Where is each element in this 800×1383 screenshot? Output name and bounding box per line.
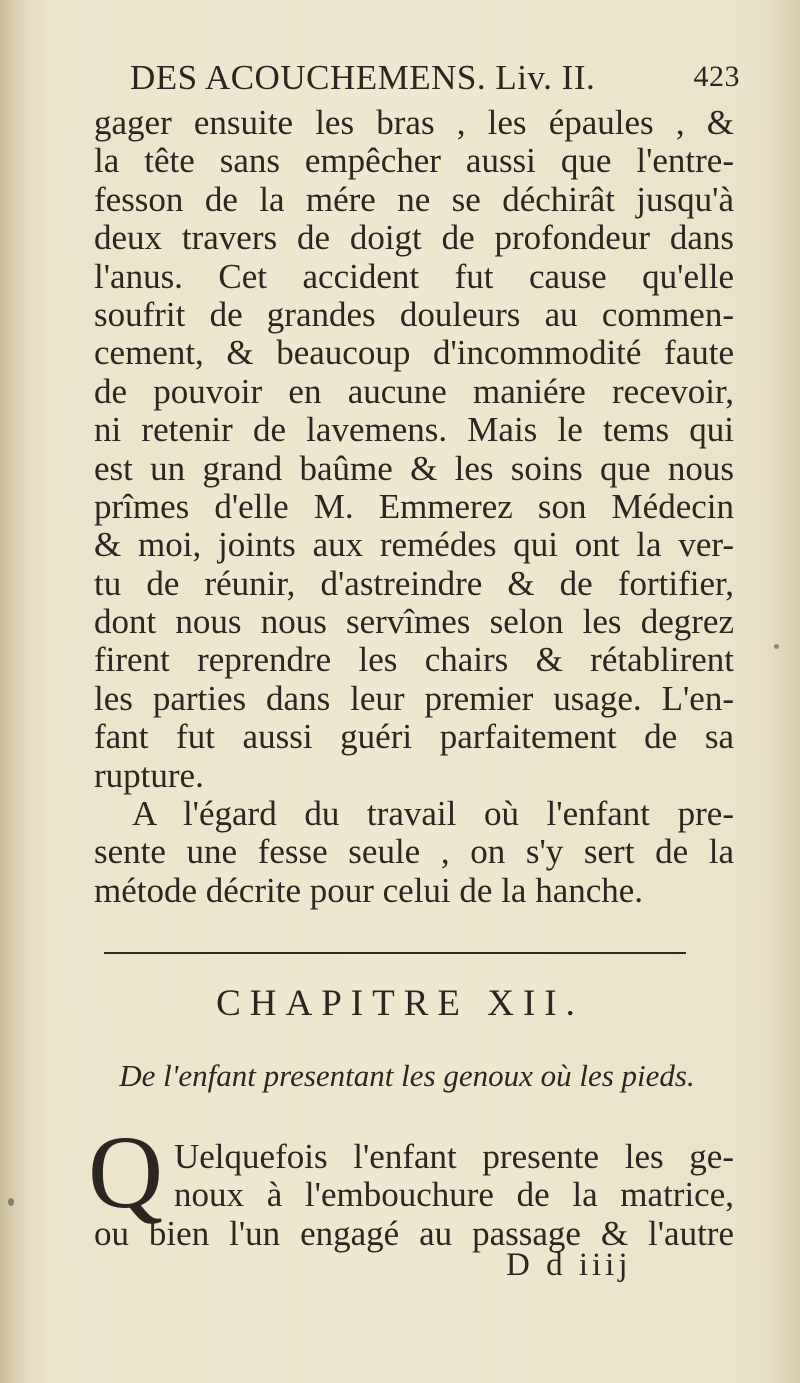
text-line: A l'égard du travail où l'enfant pre-: [132, 794, 734, 834]
text-line: & moi, joints aux remédes qui ont la ver-: [94, 525, 734, 565]
page-number: 423: [693, 60, 740, 93]
text-line: les parties dans leur premier usage. L'en-: [94, 678, 734, 718]
text-line: ni retenir de lavemens. Mais le tems qui: [94, 410, 734, 450]
text-line: firent reprendre les chairs & rétablirent: [94, 640, 734, 680]
body-text: [94, 104, 734, 910]
text-line: dont nous nous servîmes selon les degrez: [94, 602, 734, 642]
text-line: gager ensuite les bras , les épaules , &: [94, 103, 734, 142]
text-line: rupture.: [94, 755, 204, 795]
text-line: prîmes d'elle M. Emmerez son Médecin: [94, 486, 734, 526]
chapter-opening-text: [94, 1138, 734, 1253]
page-gutter-shadow: [0, 0, 28, 1383]
text-line: la tête sans empêcher aussi que l'entre-: [94, 141, 734, 181]
text-line: ou bien l'un engagé au passage & l'autre: [94, 1213, 734, 1253]
text-line: est un grand baûme & les soins que nous: [94, 448, 734, 488]
section-divider-rule: [104, 952, 686, 954]
text-line: soufrit de grandes douleurs au commen-: [94, 294, 734, 334]
running-title: DES ACOUCHEMENS. Liv. II.: [130, 58, 596, 97]
signature-mark: D d iiij: [506, 1247, 632, 1283]
text-line: Uelquefois l'enfant presente les ge-: [174, 1137, 734, 1176]
ink-spot: [774, 644, 779, 649]
ink-spot: [8, 1198, 14, 1206]
running-header: [130, 58, 740, 98]
text-line: fesson de la mére ne se déchirât jusqu'à: [94, 179, 734, 219]
text-line: fant fut aussi guéri parfaitement de sa: [94, 717, 734, 757]
chapter-subtitle: De l'enfant presentant les genoux où les pieds.: [119, 1058, 695, 1093]
text-line: deux travers de doigt de profondeur dans: [94, 218, 734, 258]
chapter-title: CHAPITRE XII.: [216, 983, 584, 1024]
text-line: noux à l'embouchure de la matrice,: [174, 1175, 734, 1215]
text-line: métode décrite pour celui de la hanche.: [94, 870, 644, 910]
text-line: de pouvoir en aucune maniére recevoir,: [94, 371, 734, 411]
text-line: cement, & beaucoup d'incommodité faute: [94, 333, 734, 373]
text-line: sente une fesse seule , on s'y sert de la: [94, 832, 734, 872]
drop-cap: Q: [88, 1115, 164, 1230]
text-line: l'anus. Cet accident fut cause qu'elle: [94, 256, 734, 296]
page-edge-shadow: [778, 0, 800, 1383]
text-line: tu de réunir, d'astreindre & de fortifier,: [94, 563, 734, 603]
